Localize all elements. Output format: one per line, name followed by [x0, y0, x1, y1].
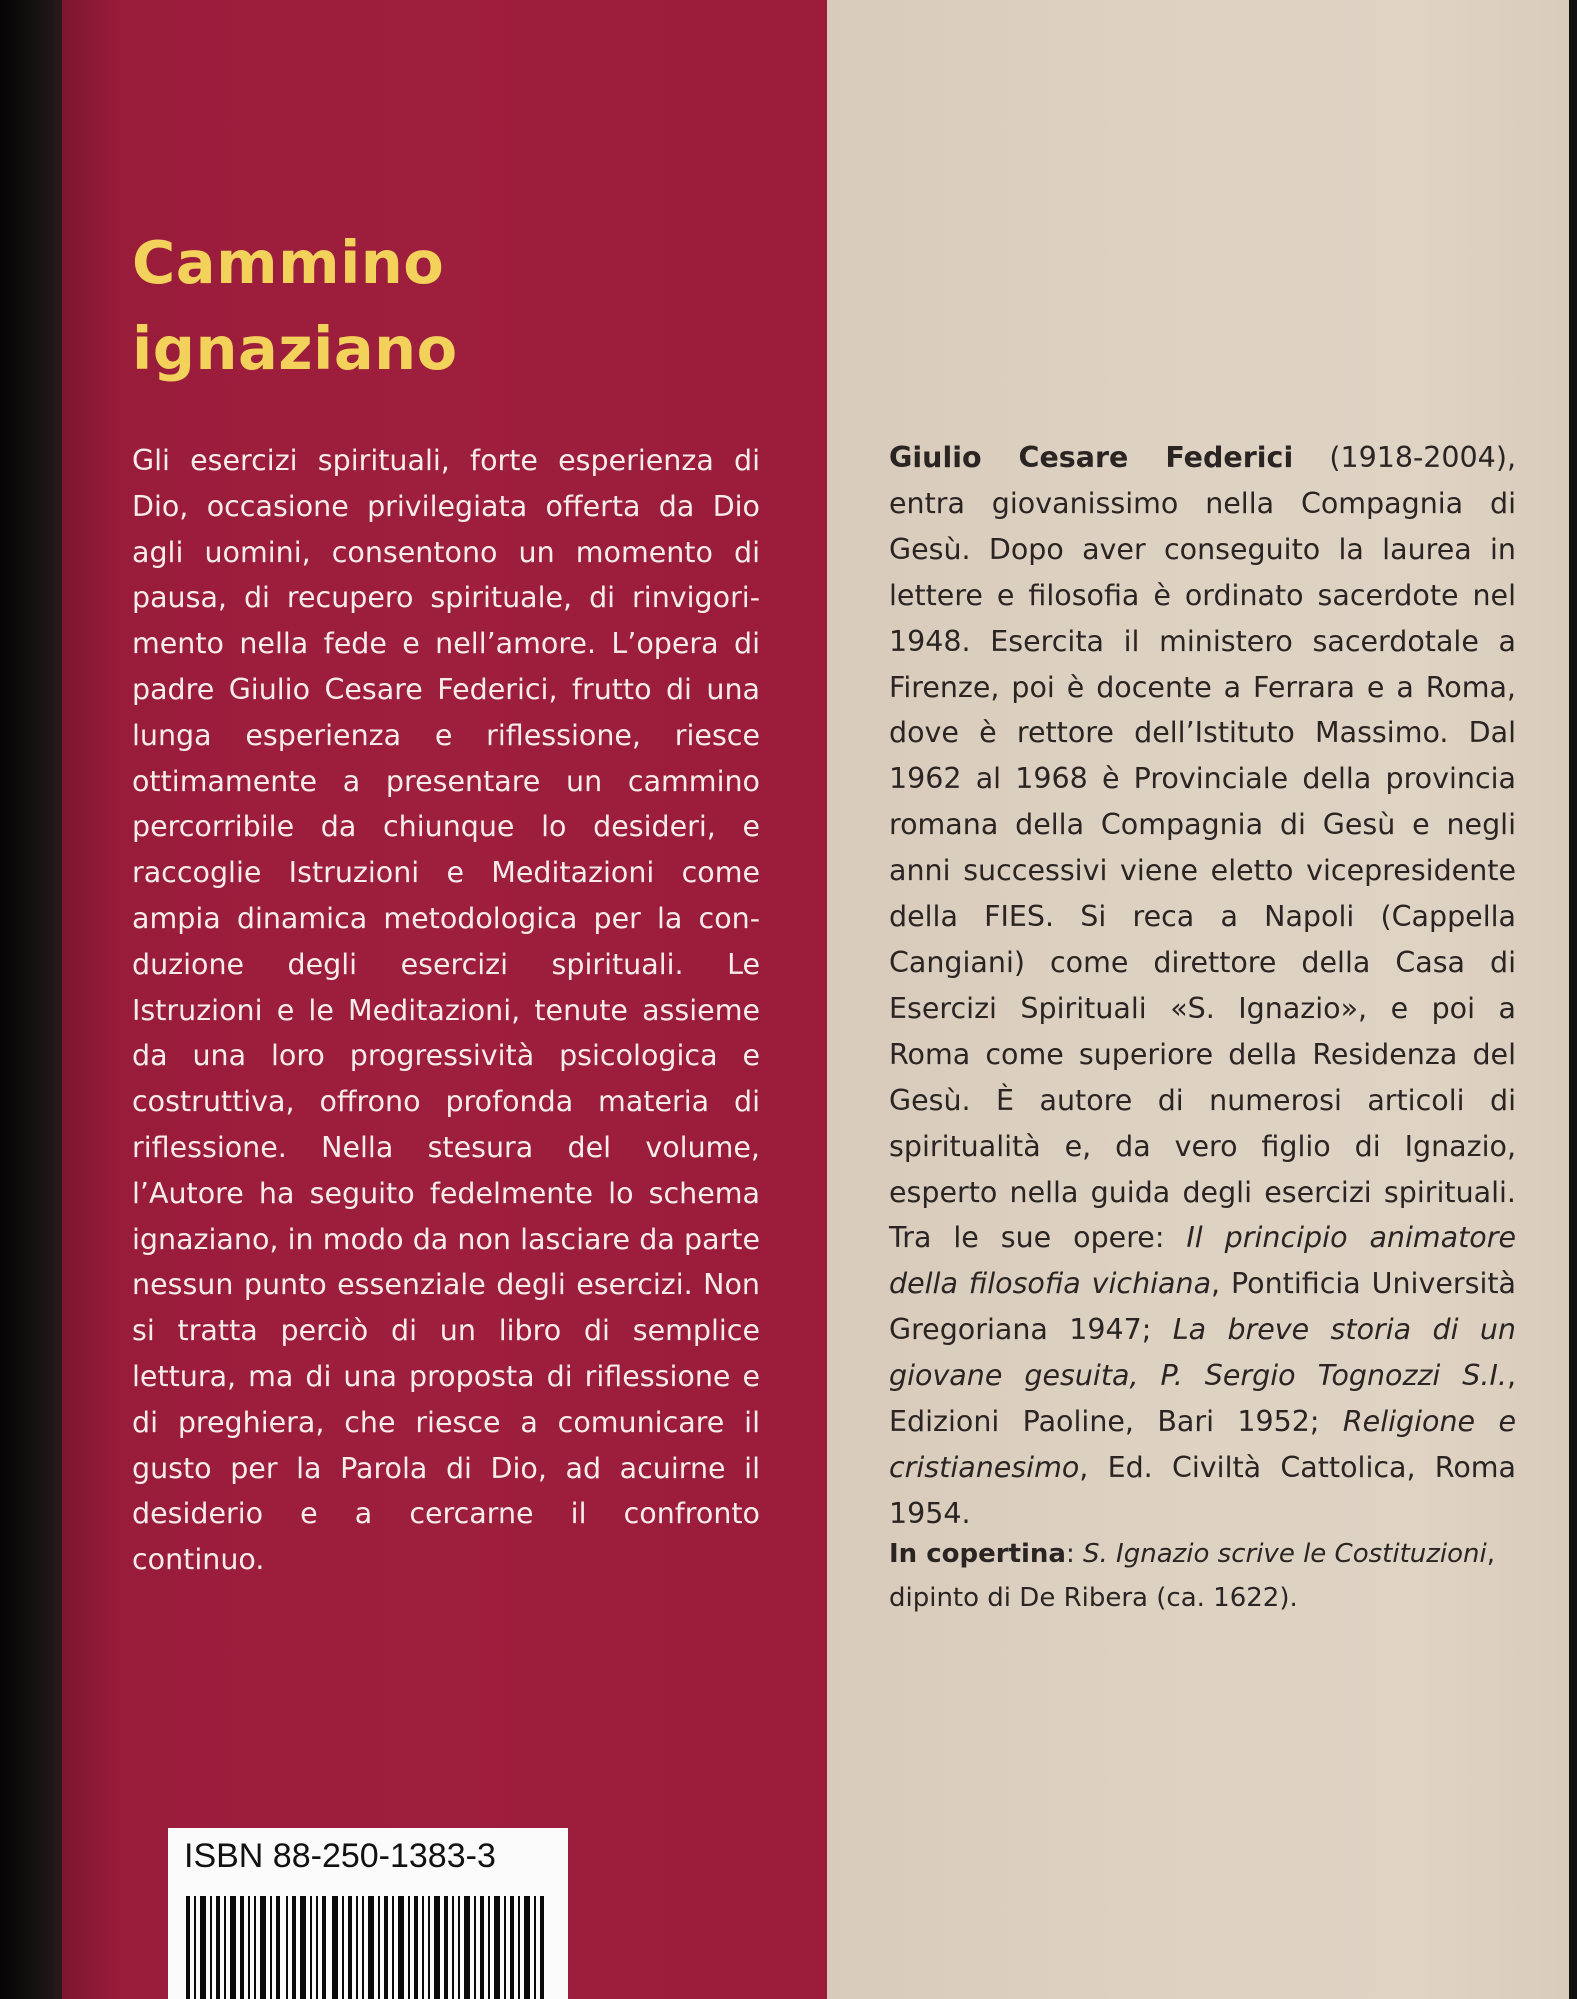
barcode-graphic [186, 1896, 550, 1999]
cover-credit-label: In copertina [889, 1539, 1066, 1569]
book-title [132, 220, 732, 392]
author-biography [889, 435, 1516, 1537]
bio-work-title-2: La breve storia di un giovane gesuita, P. Sergio Tognozzi S.I. [889, 1313, 1516, 1393]
bio-text-2: , Pontificia Università Gregoriana 1947; [889, 1267, 1516, 1347]
cover-right-edge [1569, 0, 1577, 1999]
book-title-line-2: ignaziano [132, 314, 458, 383]
cover-credit-separator: : [1065, 1539, 1084, 1569]
author-name: Giulio Cesare Federici [889, 441, 1294, 474]
cover-credit-rest: , dipinto di De Ribera (ca. 1622). [889, 1539, 1496, 1613]
isbn-number: ISBN 88-250-1383-3 [184, 1837, 496, 1875]
bio-text-4: , Ed. Civiltà Cattolica, Roma 1954. [889, 1450, 1516, 1530]
cover-left-edge [0, 0, 62, 1999]
bio-work-title-1: Il principio animatore della filosofia vichiana [889, 1221, 1516, 1301]
bio-work-title-3: Religione e cristianesimo [889, 1405, 1516, 1484]
bio-text-3: , Edizioni Paoline, Bari 1952; [889, 1359, 1516, 1439]
cover-credit [889, 1532, 1516, 1620]
book-blurb: Gli esercizi spirituali, forte esperienza di Dio, occasione privilegiata offerta da Dio agli uomini, consentono un momento di pausa, di recupero spirituale, di rinvigorimento nella fede e nell’amore. L’opera di padre Giulio Cesare Federici, frutto di una lunga esperienza e riflessione, riesce ottimamente a presentare un cammino percorribile da chiunque lo desideri, e raccoglie Istruzioni e Meditazioni come ampia dinamica metodologica per la conduzione degli esercizi spirituali. Le Istruzioni e le Meditazioni, tenute assieme da una loro progressività psicologica e costruttiva, offrono profonda materia di riflessione. Nella stesura del volume, l’Autore ha seguito fedelmente lo schema ignaziano, in modo da non lasciare da parte nessun punto essenziale degli esercizi. Non si tratta perciò di un libro di semplice lettura, ma di una proposta di riflessione e di preghiera, che riesce a comunicare il gusto per la Parola di Dio, ad acuirne il desiderio e a cercarne il confronto continuo. [132, 444, 760, 1577]
barcode-label [168, 1828, 568, 1999]
cover-painting-title: S. Ignazio scrive le Costituzioni [1083, 1539, 1487, 1569]
book-title-line-1: Cammino [132, 228, 445, 297]
bio-text-1: (1918-2004), entra giovanissimo nella Compagnia di Gesù. Dopo aver conseguito la laurea in lettere e filosofia è ordinato sacerdote nel 1948. Esercita il ministero sacerdotale a Firenze, poi è docente a Ferrara e a Roma, dove è rettore dell’Istituto Massimo. Dal 1962 al 1968 è Provinciale della provincia romana della Compagnia di Gesù e negli anni successivi viene eletto vicepresidente della FIES. Si reca a Napoli (Cappella Cangiani) come direttore della Casa di Esercizi Spirituali «S. Ignazio», e poi a Roma come superiore della Residenza del Gesù. È autore di numerosi articoli di spiritualità e, da vero figlio di Ignazio, esperto nella guida degli esercizi spirituali. Tra le sue opere: [889, 441, 1516, 1255]
